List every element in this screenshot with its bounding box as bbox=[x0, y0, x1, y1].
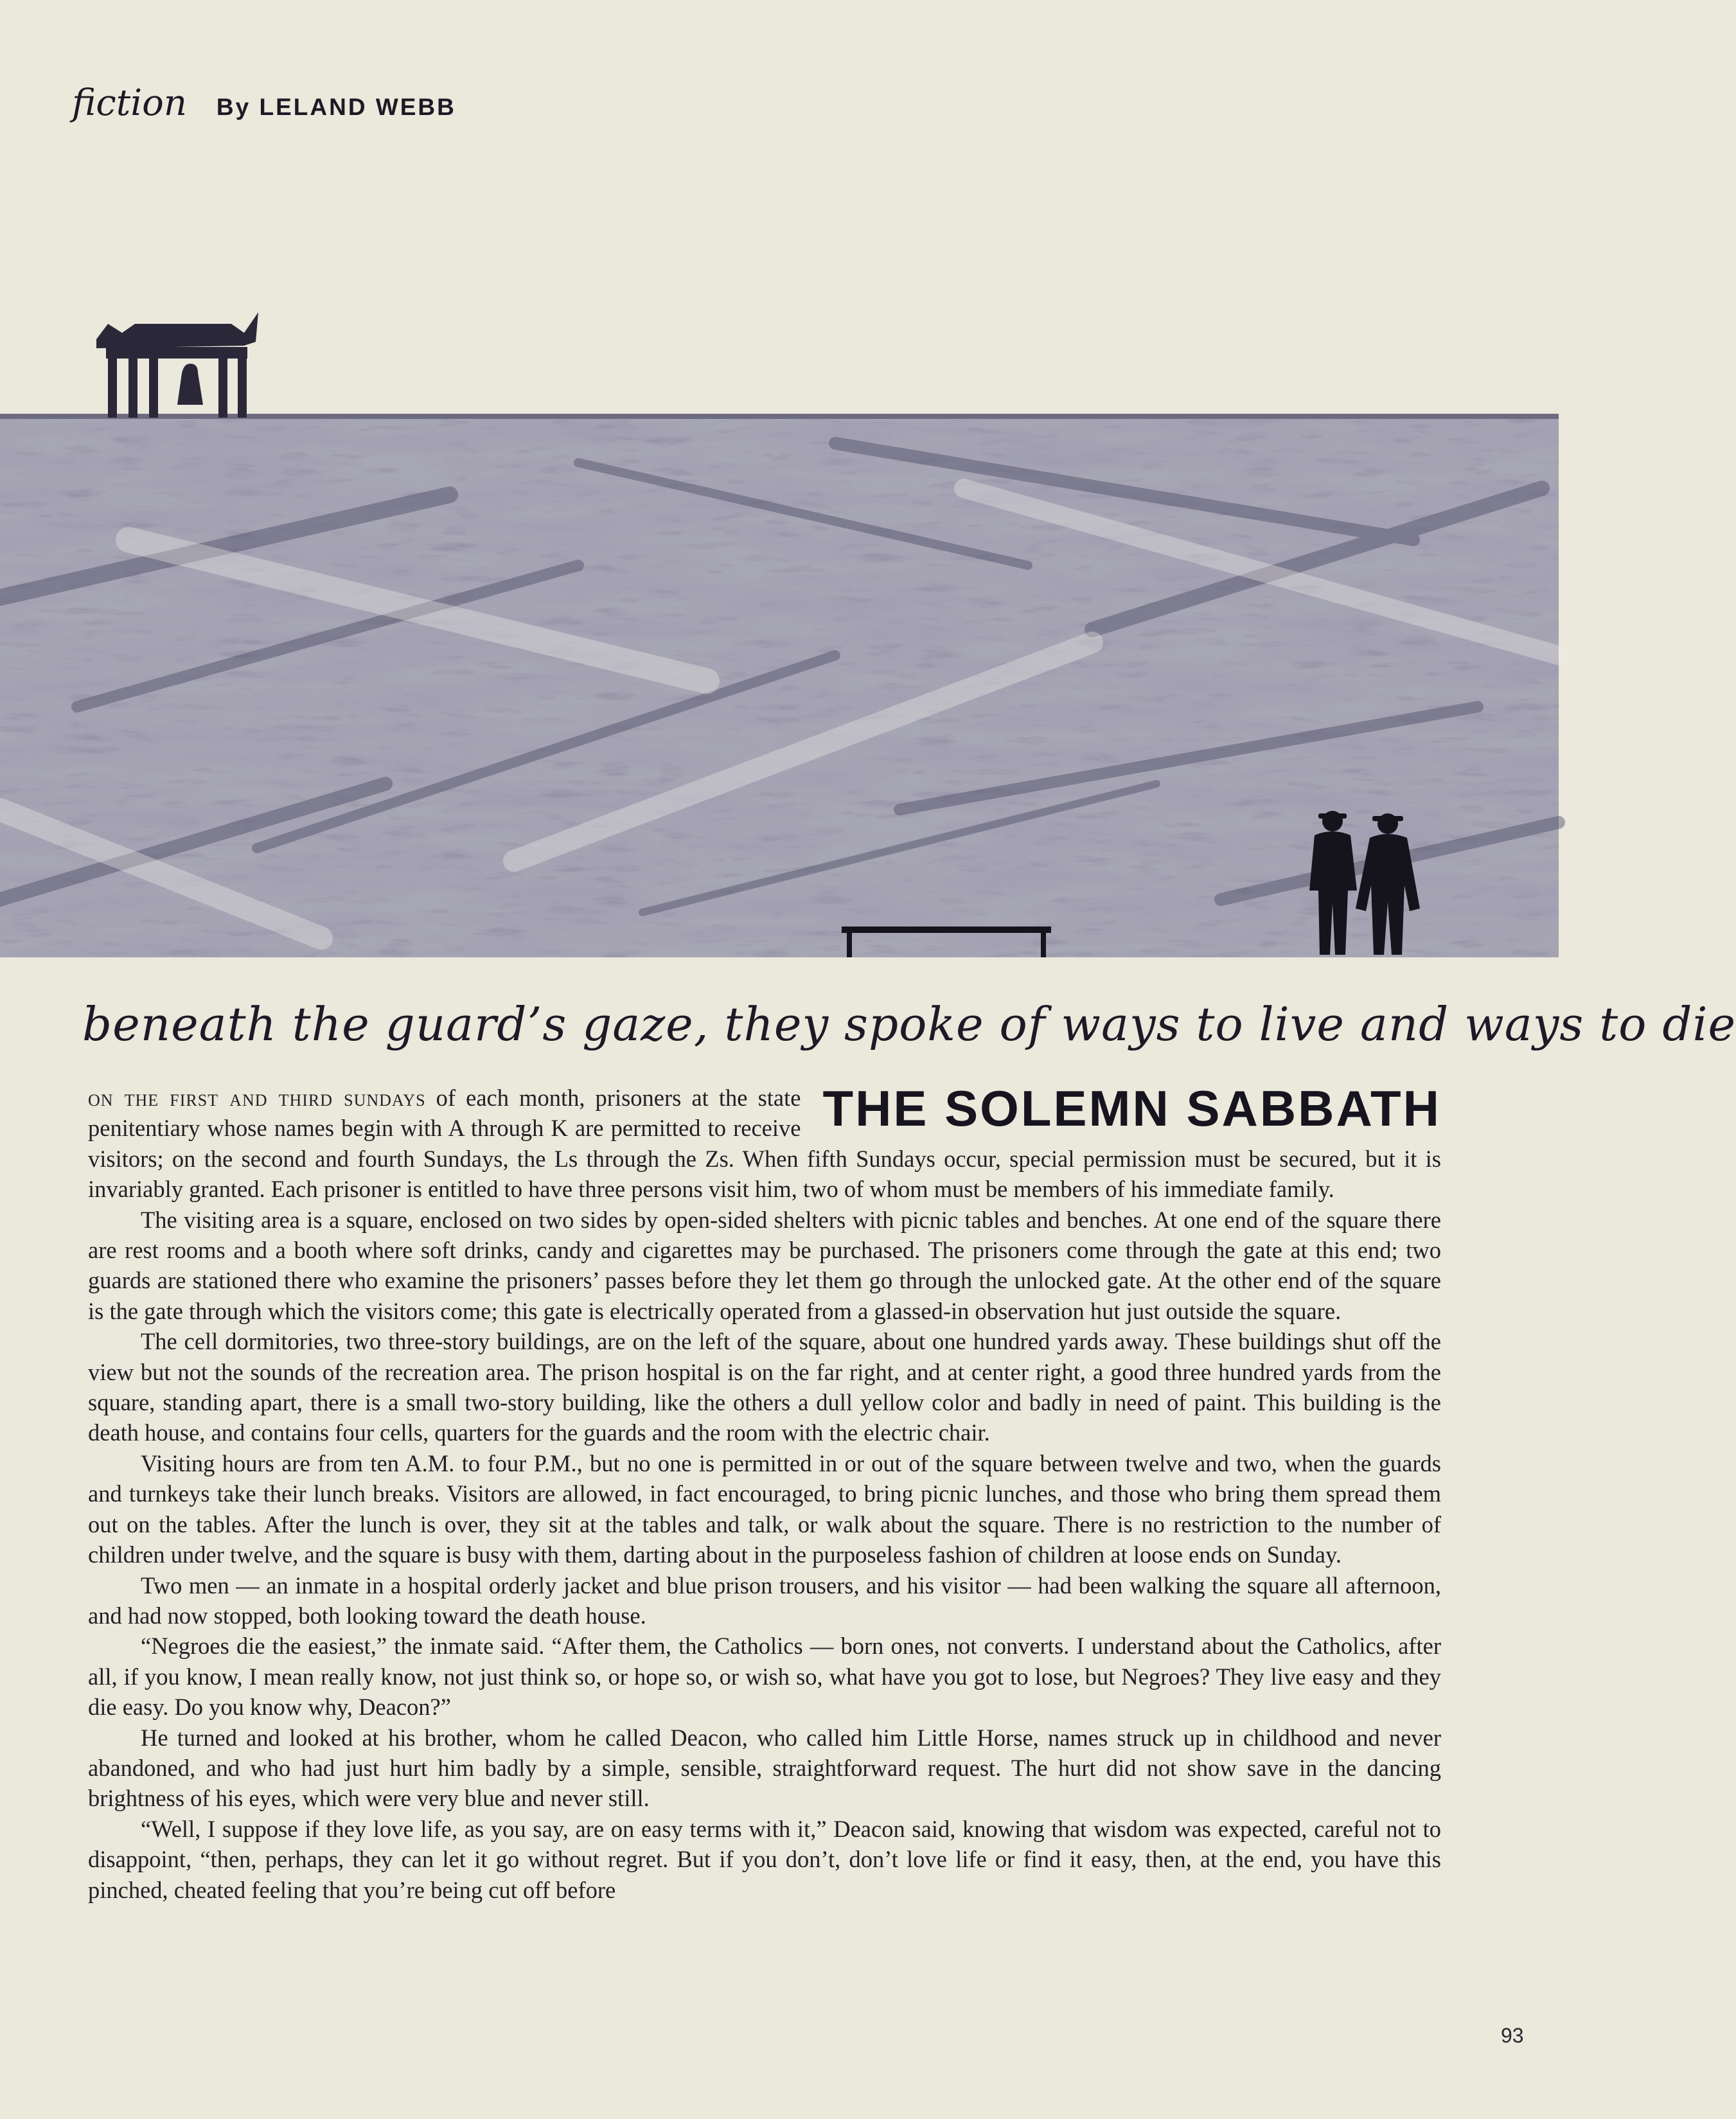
guard-tower bbox=[96, 312, 258, 418]
deck-subtitle: beneath the guard’s gaze, they spoke of ways to live and ways to die bbox=[82, 997, 1736, 1051]
article-body bbox=[88, 1080, 1441, 1905]
page-number: 93 bbox=[1501, 2024, 1524, 2047]
paragraph: Two men — an inmate in a hospital orderly jacket and blue prison trousers, and his visitor — had been walking the square all afternoon, and had now stopped, both looking toward the death house. bbox=[88, 1572, 1441, 1629]
byline: By LELAND WEBB bbox=[216, 94, 456, 120]
paragraph: “Negroes die the easiest,” the inmate said. “After them, the Catholics — born ones, not converts. I understand about the Catholics, after all, if you know, I mean really know, not just think so, or hope so, or wish so, what have you got to lose, but Negroes? They live easy and they die easy. Do you know why, Deacon?” bbox=[88, 1633, 1441, 1721]
paragraph: Visiting hours are from ten A.M. to four P.M., but no one is permitted in or out of the square between twelve and two, when the guards and turnkeys take their lunch breaks. Visitors are allowed, in fact encouraged, to bring picnic lunches, and those who bring them spread them out on the tables. After the lunch is over, they sit at the tables and talk, or walk about the square. There is no restriction to the number of children under twelve, and the square is busy with them, darting about in the purposeless fashion of children at loose ends on Sunday. bbox=[88, 1450, 1441, 1568]
page-header bbox=[72, 82, 456, 134]
lead-in: on the first and third sundays bbox=[88, 1085, 426, 1111]
prison-yard-illustration bbox=[0, 296, 1559, 957]
section-label: fiction bbox=[72, 82, 187, 124]
paragraph: The visiting area is a square, enclosed on two sides by open-sided shelters with picnic tables and benches. At one end of the square there are rest rooms and a booth where soft drinks, candy and cigarettes may be purchased. The prisoners come through the gate at this end; two guards are stationed there who examine the prisoners’ passes before they let them go through the unlocked gate. At the other end of the square is the gate through which the visitors come; this gate is electrically operated from a glassed-in observation hut just outside the square. bbox=[88, 1206, 1441, 1324]
paragraph: “Well, I suppose if they love life, as you say, are on easy terms with it,” Deacon said, knowing that wisdom was expected, careful not to disappoint, “then, perhaps, they can let it go without regret. But if you don’t, don’t love life or find it easy, then, at the end, you have this pinched, cheated feeling that you’re being cut off before bbox=[88, 1815, 1441, 1903]
paragraph-text: of each month, prisoners at the state penitentiary whose names begin with A through K are permitted to receive visitors; on the second and fourth Sundays, the Ls through the Zs. When fifth Sundays occur, special permission must be secured, but it is invariably granted. Each prisoner is entitled to have three persons visit him, two of whom must be members of his immediate family. bbox=[88, 1085, 1441, 1203]
paragraph: The cell dormitories, two three-story buildings, are on the left of the square, about one hundred yards away. These buildings shut off the view but not the sounds of the recreation area. The prison hospital is on the far right, and at center right, a good three hundred yards from the square, standing apart, there is a small two-story building, like the others a dull yellow color and badly in need of paint. This building is the death house, and contains four cells, quarters for the guards and the room with the electric chair. bbox=[88, 1328, 1441, 1446]
paragraph: He turned and looked at his brother, whom he called Deacon, who called him Little Horse, names struck up in childhood and never abandoned, and who had just hurt him badly by a simple, sensible, straightforward request. The hurt did not show save in the dancing brightness of his eyes, which were very blue and never still. bbox=[88, 1724, 1441, 1812]
article-title: THE SOLEMN SABBATH bbox=[822, 1080, 1441, 1137]
